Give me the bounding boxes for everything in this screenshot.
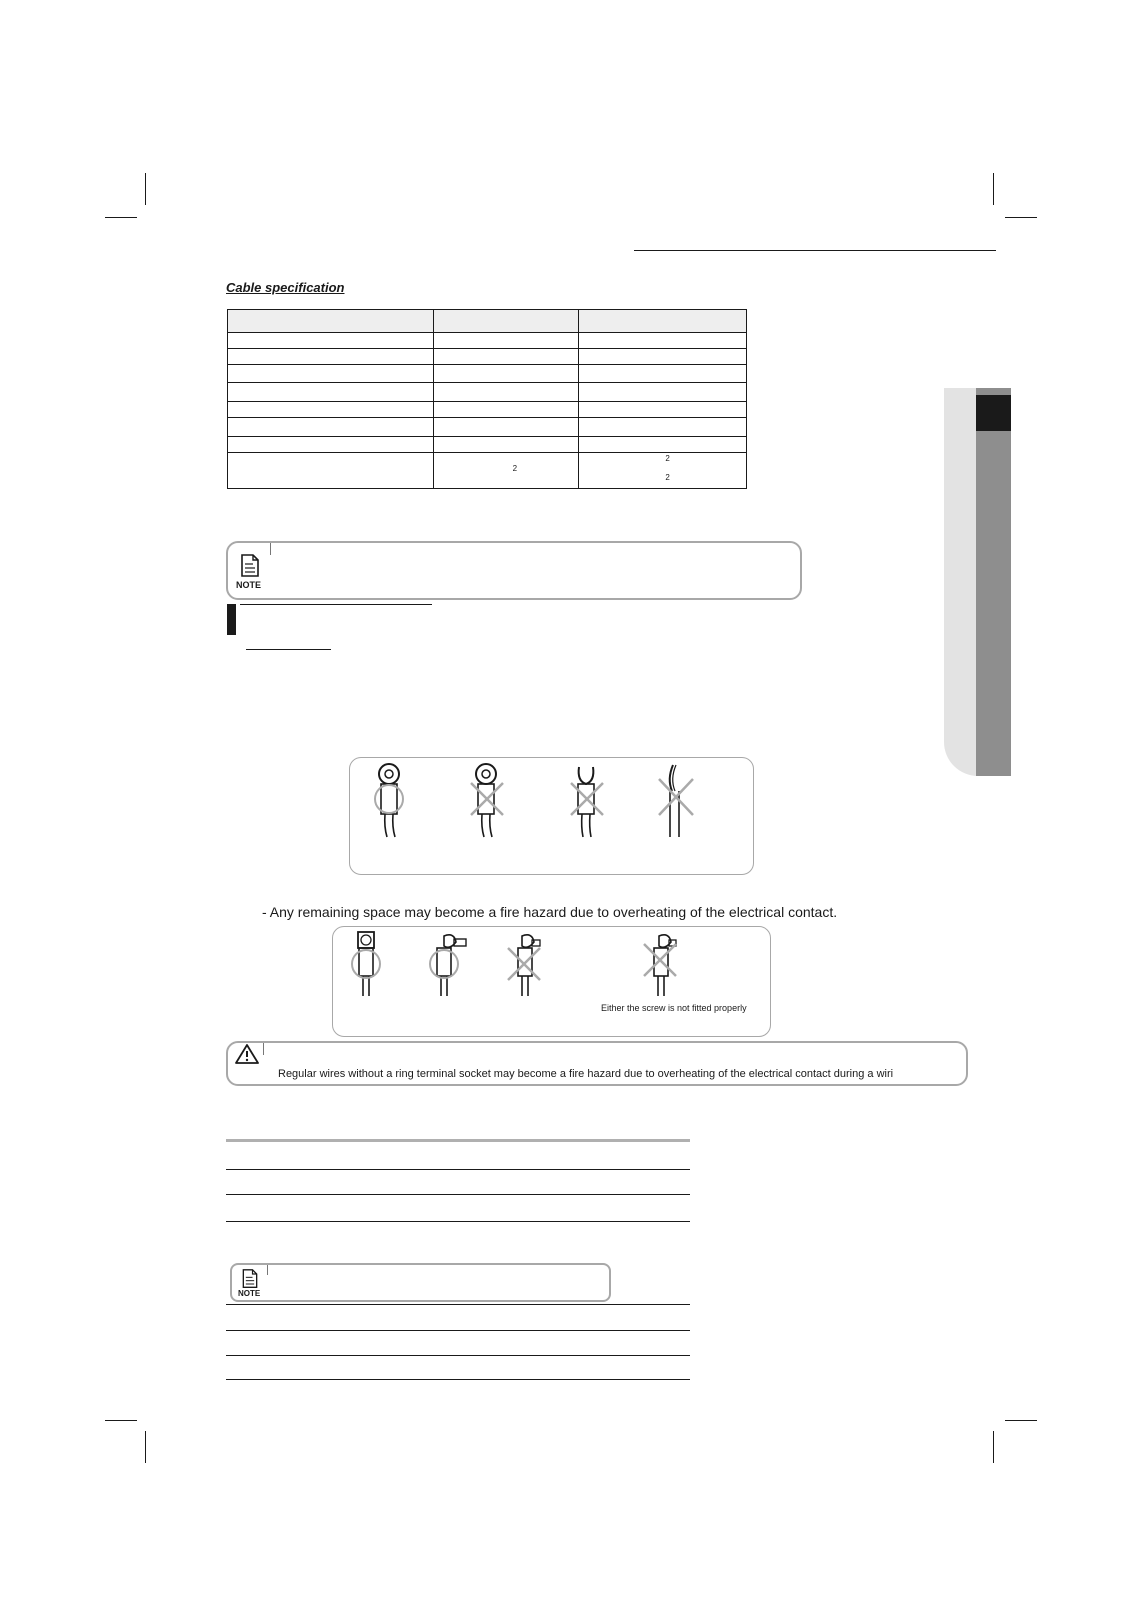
note-label: NOTE <box>236 580 262 590</box>
warning-text: Regular wires without a ring terminal socket may become a fire hazard due to overheating of the electrical contact during a wiri <box>278 1068 894 1080</box>
screw-side-ok-icon <box>430 935 466 996</box>
table-row <box>228 333 747 349</box>
table-top-rule <box>226 1139 690 1142</box>
screw-fitting-illustration <box>332 926 771 1037</box>
table-row <box>228 349 747 365</box>
warning-divider <box>263 1043 264 1055</box>
subsection-rule <box>240 604 432 605</box>
warning-icon <box>234 1043 260 1065</box>
ring-terminal-wrong-icon <box>471 764 503 837</box>
note-label: NOTE <box>238 1289 261 1298</box>
table-header-row <box>228 310 747 333</box>
crop-mark <box>145 1431 146 1463</box>
crop-mark <box>1005 1420 1037 1421</box>
side-tab-dark <box>976 388 1011 776</box>
table-rule <box>226 1169 690 1170</box>
table-row <box>228 418 747 437</box>
crop-mark <box>145 173 146 205</box>
note-divider <box>270 543 271 555</box>
screw-fitted-ok-icon <box>352 932 380 996</box>
crop-mark <box>105 217 137 218</box>
crop-mark <box>993 173 994 205</box>
terminal-types-illustration <box>349 757 754 875</box>
crop-mark <box>993 1431 994 1463</box>
table-row <box>228 365 747 383</box>
note-icon <box>240 1268 260 1290</box>
table-rule <box>226 1194 690 1195</box>
bare-wire-wrong-icon <box>659 765 693 837</box>
fire-hazard-line: - Any remaining space may become a fire hazard due to overheating of the electrical contact. <box>262 904 838 920</box>
subsection-marker <box>227 604 236 635</box>
table-rule <box>226 1304 690 1305</box>
screw-improper-wrong-icon <box>644 935 676 996</box>
table-rule <box>226 1221 690 1222</box>
screw-caption: Either the screw is not fitted properly <box>601 1003 747 1013</box>
table-row <box>228 402 747 418</box>
table-rule <box>226 1379 690 1380</box>
side-tab-light <box>944 388 980 776</box>
subheading-underline <box>246 649 331 650</box>
crop-mark <box>105 1420 137 1421</box>
note-box <box>226 541 802 600</box>
table-row <box>228 437 747 453</box>
screw-loose-wrong-icon <box>508 935 540 996</box>
section-title: Cable specification <box>226 280 345 295</box>
note-divider <box>267 1265 268 1275</box>
fork-terminal-wrong-icon <box>571 767 603 837</box>
superscript: 2 <box>665 454 670 463</box>
superscript: 2 <box>665 473 670 482</box>
table-rule <box>226 1355 690 1356</box>
table-row <box>228 383 747 402</box>
crop-mark <box>1005 217 1037 218</box>
note-box-2 <box>230 1263 611 1302</box>
ring-terminal-ok-icon <box>375 764 403 837</box>
header-rule <box>634 250 996 251</box>
table-rule <box>226 1330 690 1331</box>
superscript: 2 <box>512 464 518 473</box>
note-icon <box>238 553 262 579</box>
table-row <box>228 453 747 489</box>
cable-spec-table <box>227 309 747 489</box>
side-tab-marker <box>976 395 1011 431</box>
